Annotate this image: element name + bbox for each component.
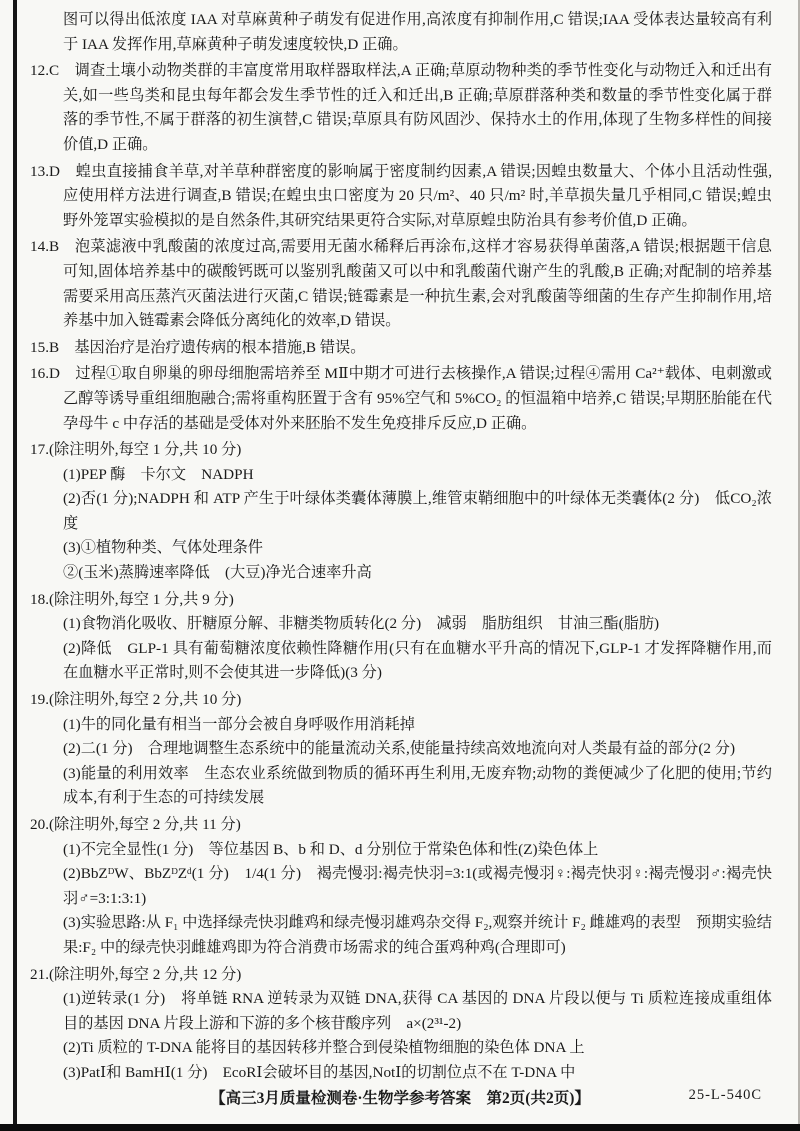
footer-title: 【高三3月质量检测卷·生物学参考答案 第2页(共2页)】 bbox=[210, 1090, 590, 1107]
answer-11-continuation: 图可以得出低浓度 IAA 对草麻黄种子萌发有促进作用,高浓度有抑制作用,C 错误;IAA 受体表达量较高有利于 IAA 发挥作用,草麻黄种子萌发速度较快,D 正确。 bbox=[63, 11, 772, 53]
answer-21-header: 21.(除注明外,每空 2 分,共 12 分) bbox=[30, 965, 242, 983]
answer-19-header: 19.(除注明外,每空 2 分,共 10 分) bbox=[30, 691, 242, 709]
answer-17-1: (1)PEP 酶 卡尔文 NADPH bbox=[63, 465, 254, 483]
answer-17-2: (2)否(1 分);NADPH 和 ATP 产生于叶绿体类囊体薄膜上,维管束鞘细胞中的叶绿体无类囊体(2 分) 低CO₂浓度 bbox=[63, 490, 772, 532]
answer-17-header: 17.(除注明外,每空 1 分,共 10 分) bbox=[30, 441, 242, 459]
answer-19-3: (3)能量的利用效率 生态农业系统做到物质的循环再生利用,无废弃物;动物的粪便减少了化肥的使用;节约成本,有利于生态的可持续发展 bbox=[63, 764, 772, 807]
answer-13: 13.D 蝗虫直接捕食羊草,对羊草种群密度的影响属于密度制约因素,A 错误;因蝗虫数量大、个体小且活动性强,应使用样方法进行调查,B 错误;在蝗虫虫口密度为 20 只/m²、40 只/m² 时,羊草损失量几乎相同,C 错误;蝗虫野外笼罩实验模拟的是自然条件,其研究结果更符合实际,对草原蝗虫防治具有参考价值,D 正确。 bbox=[30, 162, 772, 229]
answer-19-2: (2)二(1 分) 合理地调整生态系统中的能量流动关系,使能量持续高效地流向对人类最有益的部分(2 分) bbox=[63, 740, 736, 758]
answer-19-1: (1)牛的同化量有相当一部分会被自身呼吸作用消耗掉 bbox=[63, 715, 415, 733]
scan-edge-left bbox=[13, 0, 17, 1131]
answer-18-header: 18.(除注明外,每空 1 分,共 9 分) bbox=[30, 590, 234, 608]
answers-content bbox=[30, 8, 788, 1086]
answer-18-1: (1)食物消化吸收、肝糖原分解、非糖类物质转化(2 分) 减弱 脂肪组织 甘油三酯(脂肪) bbox=[63, 615, 660, 633]
answer-12: 12.C 调查土壤小动物类群的丰富度常用取样器取样法,A 正确;草原动物种类的季节性变化与动物迁入和迁出有关,如一些鸟类和昆虫每年都会发生季节性的迁入和迁出,B 正确;草原群落种类和数量的季节性变化属于群落的季节性,不属于群落的初生演替,C 错误;草原具有防风固沙、保持水土的作用,体现了生物多样性的间接价值,D 正确。 bbox=[30, 62, 772, 153]
answer-21-3: (3)PatⅠ和 BamHⅠ(1 分) EcoRⅠ会破坏目的基因,NotⅠ的切割位点不在 T-DNA 中 bbox=[63, 1063, 576, 1081]
answer-20-header: 20.(除注明外,每空 2 分,共 11 分) bbox=[30, 816, 241, 833]
answer-16: 16.D 过程①取自卵巢的卵母细胞需培养至 MⅡ中期才可进行去核操作,A 错误;过程④需用 Ca²⁺载体、电刺激或乙醇等诱导重组细胞融合;需将重构胚置于含有 95%空气和 5%CO₂ 的恒温箱中培养,C 错误;早期胚胎能在代孕母牛 c 中存活的基础是受体对外来胚胎不发生免疫排斥反应,D 正确。 bbox=[30, 365, 772, 432]
answer-20-3: (3)实验思路:从 F₁ 中选择绿壳快羽雌鸡和绿壳慢羽雄鸡杂交得 F₂,观察并统计 F₂ 雌雄鸡的表型 预期实验结果:F₂ 中的绿壳快羽雌雄鸡即为符合消费市场需求的纯合蛋鸡种鸡(合理即可) bbox=[63, 914, 772, 956]
footer-exam-code: 25-L-540C bbox=[688, 1087, 762, 1103]
page-footer bbox=[30, 1086, 770, 1114]
answer-20-1: (1)不完全显性(1 分) 等位基因 B、b 和 D、d 分别位于常染色体和性(Z)染色体上 bbox=[63, 840, 599, 858]
answer-21-2: (2)Ti 质粒的 T-DNA 能将目的基因转移并整合到侵染植物细胞的染色体 DNA 上 bbox=[63, 1039, 585, 1057]
answer-18-2: (2)降低 GLP-1 具有葡萄糖浓度依赖性降糖作用(只有在血糖水平升高的情况下,GLP-1 才发挥降糖作用,而在血糖水平正常时,则不会使其进一步降低)(3 分) bbox=[63, 639, 772, 682]
answer-17-3b: ②(玉米)蒸腾速率降低 (大豆)净光合速率升高 bbox=[63, 564, 372, 582]
answer-15: 15.B 基因治疗是治疗遗传病的根本措施,B 错误。 bbox=[30, 338, 366, 356]
scan-edge-bottom bbox=[0, 1124, 800, 1131]
answer-21-1: (1)逆转录(1 分) 将单链 RNA 逆转录为双链 DNA,获得 CA 基因的 DNA 片段以便与 Ti 质粒连接成重组体 目的基因 DNA 片段上游和下游的多个核苷酸序列 a×(2³¹-2) bbox=[63, 990, 788, 1032]
answer-20-2: (2)BbZᴰW、BbZᴰZᵈ(1 分) 1/4(1 分) 褐壳慢羽:褐壳快羽=3:1(或褐壳慢羽♀:褐壳快羽♀:褐壳慢羽♂:褐壳快羽♂=3:1:3:1) bbox=[63, 865, 772, 907]
answer-17-3a: (3)①植物种类、气体处理条件 bbox=[63, 539, 263, 557]
answer-14: 14.B 泡菜滤液中乳酸菌的浓度过高,需要用无菌水稀释后再涂布,这样才容易获得单菌落,A 错误;根据题干信息可知,固体培养基中的碳酸钙既可以鉴别乳酸菌又可以中和乳酸菌代谢产生的乳酸,B 正确;对配制的培养基需要采用高压蒸汽灭菌法进行灭菌,C 错误;链霉素是一种抗生素,会对乳酸菌等细菌的生存产生抑制作用,培养基中加入链霉素会降低分离纯化的效率,D 错误。 bbox=[30, 238, 772, 330]
